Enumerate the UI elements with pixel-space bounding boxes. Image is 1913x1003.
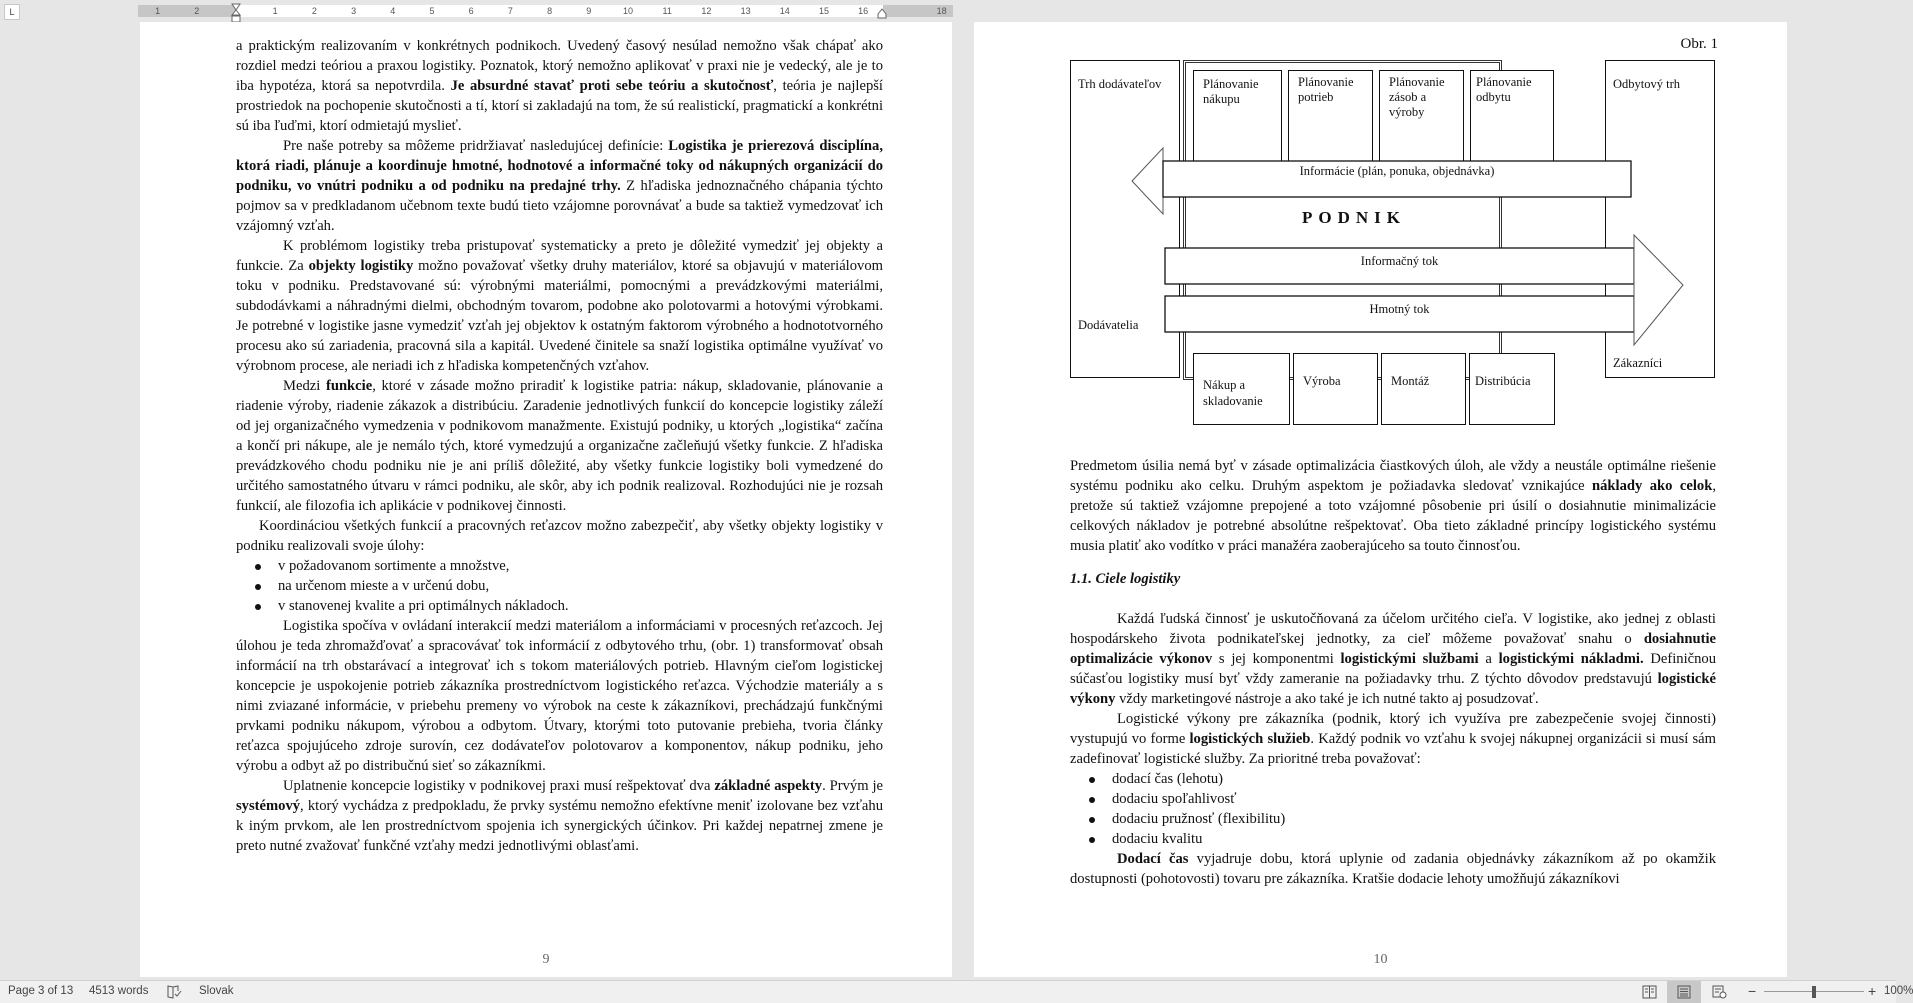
text-run: , ktoré v zásade možno priradiť k logistike patria: nákup, skladovanie, plánovanie a riadenie výroby, riadenie zákazok a distribúciu. Zaradenie jednotlivých funkcií do koncepcie logistiky záleží od jej organizačného vymedzenia v podnikovom manažmente. Existujú podniky, u ktorých „logistika“ začína a končí pri nákupe, ale je nemálo tých, ktoré vymedzujú a organizačne začleňujú všetky funkcie. Z hľadiska prevádzkového chodu podniku nie je ani príliš dôležité, aby všetky funkcie logistiky boli vymedzené do určitého samostatného útvaru v rámci podniku, ale skôr, aby ich podnik realizoval. Rozhodujúci nie je rozsah funkcií, ale filozofia ich aplikácie v podnikovej činnosti. — [236, 378, 883, 514]
bold-text: logistickými službami — [1340, 651, 1479, 667]
zoom-level[interactable]: 100% — [1884, 985, 1913, 997]
suppliers-label: Dodávatelia — [1078, 318, 1139, 332]
page-9-body[interactable] — [236, 36, 883, 856]
bold-text: logistických služieb — [1189, 731, 1311, 747]
text-run: vždy marketingové nástroje a ako také je ich nutné takto aj posudzovať. — [1115, 691, 1539, 707]
paragraph — [1070, 456, 1716, 556]
ruler-tick-label: 2 — [194, 6, 200, 16]
ruler-tick-label: 1 — [155, 6, 161, 16]
logistics-diagram — [1070, 58, 1715, 444]
paragraph — [236, 776, 883, 856]
ruler-tick-label: 3 — [351, 6, 357, 16]
text-run: Uplatnenie koncepcie logistiky v podnikovej praxi musí rešpektovať dva — [283, 778, 715, 794]
ruler-tick-label: 4 — [390, 6, 396, 16]
ruler-tick-label: 12 — [701, 6, 712, 16]
ruler-tick-label: 14 — [779, 6, 790, 16]
print-layout-icon — [1677, 985, 1691, 999]
page-10-body[interactable] — [1070, 456, 1716, 889]
supplier-market-label: Trh dodávateľov — [1078, 77, 1162, 91]
page-10[interactable] — [974, 22, 1787, 977]
list-item: na určenom mieste a v určenú dobu, — [278, 576, 883, 596]
ruler-tick-label: 1 — [272, 6, 278, 16]
paragraph — [236, 616, 883, 776]
bold-text: Logistika je prierezová disciplína, ktorá riadi, plánuje a koordinuje hmotné, hodnotové a informačné toky od nákupných organizácií do podniku, vo vnútri podniku a od podniku na predajné trhy. — [236, 138, 883, 194]
ruler-tick-label: 10 — [622, 6, 634, 16]
ruler-tick-label: 9 — [586, 6, 592, 16]
planning-box: Plánovanie potrieb — [1288, 70, 1373, 180]
bold-text: náklady ako celok — [1592, 478, 1713, 494]
paragraph — [236, 516, 883, 556]
function-box: Distribúcia — [1469, 353, 1555, 425]
list-item: v požadovanom sortimente a množstve, — [278, 556, 883, 576]
proofing-check-icon[interactable] — [166, 985, 182, 999]
word-count[interactable]: 4513 words — [89, 985, 149, 997]
bullet-list — [236, 556, 883, 616]
ruler-tick-label: 6 — [468, 6, 474, 16]
read-mode-button[interactable] — [1632, 981, 1666, 1003]
planning-box: Plánovanie zásob a výroby — [1379, 70, 1464, 180]
print-layout-button[interactable] — [1667, 981, 1701, 1003]
text-run: . Každý podnik vo vzťahu k svojej nákupnej organizácii si musí sám zadefinovať logistické služby. Za prioritné treba považovať: — [1070, 731, 1716, 767]
paragraph — [236, 376, 883, 516]
paragraph — [236, 36, 883, 136]
ruler-left-margin — [138, 5, 236, 17]
ruler-tick-label: 2 — [311, 6, 317, 16]
list-item: dodaciu spoľahlivosť — [1112, 789, 1716, 809]
paragraph — [1070, 849, 1716, 889]
function-box: Výroba — [1293, 353, 1378, 425]
horizontal-ruler[interactable] — [138, 5, 953, 17]
planning-box: Plánovanie nákupu — [1193, 70, 1282, 180]
text-run: Medzi — [283, 378, 326, 394]
list-item: dodaciu kvalitu — [1112, 829, 1716, 849]
bold-text: objekty logistiky — [308, 258, 414, 274]
text-run: Koordináciou všetkých funkcií a pracovných reťazcov možno zabezpečiť, aby všetky objekty logistiky v podniku realizovali svoje úlohy: — [236, 518, 883, 554]
function-box: Nákup a skladovanie — [1193, 353, 1290, 425]
text-run: s jej komponentmi — [1212, 651, 1341, 667]
info-flow-label: Informačný tok — [1360, 254, 1439, 268]
bold-text: Dodací čas — [1117, 851, 1189, 867]
figure-label: Obr. 1 — [1680, 36, 1718, 52]
zoom-out-button[interactable]: − — [1748, 983, 1757, 999]
paragraph — [236, 236, 883, 376]
info-arrow-left — [1132, 148, 1662, 214]
text-run: Z hľadiska jednoznačného chápania týchto pojmov sa v predkladanom učebnom texte budú tieto vzájomne porovnávať a bude sa taktiež vymedzovať ich vzájomný vzťah. — [236, 178, 883, 234]
web-layout-icon — [1712, 985, 1727, 999]
read-mode-icon — [1642, 985, 1657, 999]
text-run: Každá ľudská činnosť je uskutočňovaná za účelom určitého cieľa. V logistike, ako jednej z oblasti hospodárskeho života podnikateľskej jednotky, za cieľ môžeme považovať snahu o — [1070, 611, 1716, 647]
text-run: K problémom logistiky treba pristupovať systematicky a preto je dôležité vymedziť jej objekty a funkcie. Za — [236, 238, 883, 274]
text-run: Definičnou súčasťou logistiky musí byť vždy zameranie na požiadavky trhu. Z týchto dôvodov predstavujú — [1070, 651, 1717, 687]
zoom-in-button[interactable]: + — [1868, 983, 1877, 999]
list-item: v stanovenej kvalite a pri optimálnych nákladoch. — [278, 596, 883, 616]
text-run: Logistické výkony pre zákazníka (podnik, ktorý ich využíva pre zabezpečenie svojej činnosti) vystupujú vo forme — [1070, 711, 1716, 747]
info-arrow-label: Informácie (plán, ponuka, objednávka) — [1299, 164, 1495, 178]
bullet-list — [1070, 769, 1716, 849]
bold-text: základné aspekty — [714, 778, 823, 794]
enterprise-title: PODNIK — [1302, 208, 1406, 227]
right-indent-marker-icon[interactable] — [877, 9, 887, 19]
ruler-tick-label: 15 — [818, 6, 830, 16]
sales-market-label: Odbytový trh — [1613, 77, 1681, 91]
ruler-tick-label: 18 — [936, 6, 947, 16]
language-indicator[interactable]: Slovak — [199, 985, 234, 997]
text-run: , teória je najlepší prostriedok na pochopenie skutočnosti a tí, ktorí si zakladajú na tom, že sú realistickí, pragmatickí a konkrétni sú iba ľuďmi, ktorí odmietajú myslieť. — [236, 78, 883, 134]
paragraph — [1070, 609, 1716, 709]
bold-text: dosiahnutie optimalizácie výkonov — [1070, 631, 1716, 667]
tab-stop-left-icon[interactable]: L — [4, 4, 20, 20]
indent-marker-icon[interactable] — [231, 4, 241, 24]
text-run: a — [1478, 651, 1499, 667]
web-layout-button[interactable] — [1702, 981, 1736, 1003]
bold-text: funkcie — [325, 378, 373, 394]
paragraph — [1070, 709, 1716, 769]
text-run: . Prvým je — [822, 778, 883, 794]
bold-text: Je absurdné stavať proti sebe teóriu a skutočnosť — [450, 78, 774, 94]
section-heading: 1.1. Ciele logistiky — [1070, 571, 1181, 587]
flow-arrow-right — [1165, 235, 1715, 347]
status-bar — [0, 980, 1913, 1003]
paragraph — [236, 136, 883, 236]
text-run: vyjadruje dobu, ktorá uplynie od zadania objednávky zákazníkom až po okamžik dostupnosti (pohotovosti) tovaru pre zákazníka. Kratšie dodacie lehoty umožňujú zákazníkovi — [1070, 851, 1716, 887]
ruler-tick-label: 7 — [507, 6, 513, 16]
ruler-tick-label: 13 — [740, 6, 751, 16]
list-item: dodaciu pružnosť (flexibilitu) — [1112, 809, 1716, 829]
bold-text: systémový — [236, 798, 301, 814]
page-number: 10 — [1373, 952, 1388, 967]
customers-label: Zákazníci — [1613, 356, 1663, 370]
bold-text: logistické výkony — [1070, 671, 1716, 707]
text-run: , ktorý vychádza z predpokladu, že prvky systému nemožno efektívne meniť izolovane bez vzťahu k iným prvkom, ale len prostredníctvom spojenia ich synergických účinkov. Pri každej nepatrnej zmene je preto nutné zvažovať funkčné vzťahy medzi jednotlivými oblasťami. — [236, 798, 883, 854]
page-number: 9 — [542, 952, 550, 967]
text-run: , pretože sú taktiež vzájomne prepojené a toto vzájomné pôsobenie pri úsilí o dosiahnutie minimalizácie celkových nákladov je potrebné absolútne rešpektovať. Oba tieto základné princípy logistického systému musia platiť ako vodítko v práci manažéra zaoberajúceho sa touto činnosťou. — [1070, 478, 1716, 554]
text-run: Predmetom úsilia nemá byť v zásade optimalizácia čiastkových úloh, ale vždy a neustále optimálne riešenie systému podniku ako celku. Druhým aspektom je požiadavka sledovať vznikajúce — [1070, 458, 1716, 494]
ruler-tick-label: 11 — [662, 6, 672, 16]
list-item: dodací čas (lehotu) — [1112, 769, 1716, 789]
ruler-tick-label: 5 — [429, 6, 435, 16]
text-run: možno považovať všetky druhy materiálov, ktoré sa objavujú v materiálovom toku v podniku. Predstavované sú: výrobnými materiálmi, pomocnými a prevádzkovými materiálmi, subdodávkami a náhradnými dielmi, obchodným tovarom, podobne ako polotovarmi a hotovými výrobkami. Je potrebné v logistike jasne vymedziť vzťah jej objektov k ostatným faktorom výrobného a hodnototvorného procesu ako sú zariadenia, pracovná sila a kapitál. Uvedené činitele sa snaží logistika optimálne využívať vo výrobnom procese, ale neriadi ich z hľadiska kompetenčných vzťahov. — [236, 258, 883, 374]
ruler-tick-label: 16 — [858, 6, 869, 16]
text-run: Logistika spočíva v ovládaní interakcií medzi materiálom a informáciami v procesných reťazcoch. Jej úlohou je teda zhromažďovať a spracovávať tok informácií z odbytového trhu, (obr. 1) transformovať obsah informácií na trh obstarávací a integrovať ich s tokom materiálových potrieb. Hlavným cieľom logistickej koncepcie je uspokojenie potrieb zákazníka prostredníctvom logistického reťazca. Východzie materiály a s nimi zviazané informácie, v priebehu premeny vo výrobok na ceste k zákazníkovi, prechádzajú funkčnými prvkami podniku nákupom, výrobou a odbytom. Útvary, ktorými toto putovanie prebieha, tvoria články reťazca spojujúceho zdroje surovín, cez dodávateľov polotovarov a komponentov, nákup podniku, jeho výrobu a odbyt až po distribučnú sieť so zákazníkmi. — [236, 618, 883, 774]
function-box: Montáž — [1381, 353, 1466, 425]
page-count[interactable]: Page 3 of 13 — [8, 985, 74, 997]
zoom-slider-thumb[interactable] — [1812, 986, 1816, 998]
planning-box: Plánovanie odbytu — [1470, 70, 1554, 180]
material-flow-label: Hmotný tok — [1369, 302, 1430, 316]
bold-text: logistickými nákladmi. — [1498, 651, 1644, 667]
ruler-tick-label: 8 — [547, 6, 553, 16]
text-run: a praktickým realizovaním v konkrétnych podnikoch. Uvedený časový nesúlad nemožno však chápať ako rozdiel medzi teóriou a praxou logistiky. Poznatok, ktorý nemožno aplikovať v praxi nie je vedecký, ale je to iba hypotéza, ktorá sa nepotvrdila. — [236, 38, 883, 94]
text-run: Pre naše potreby sa môžeme pridržiavať nasledujúcej definície: — [283, 138, 669, 154]
page-9[interactable] — [140, 22, 952, 977]
